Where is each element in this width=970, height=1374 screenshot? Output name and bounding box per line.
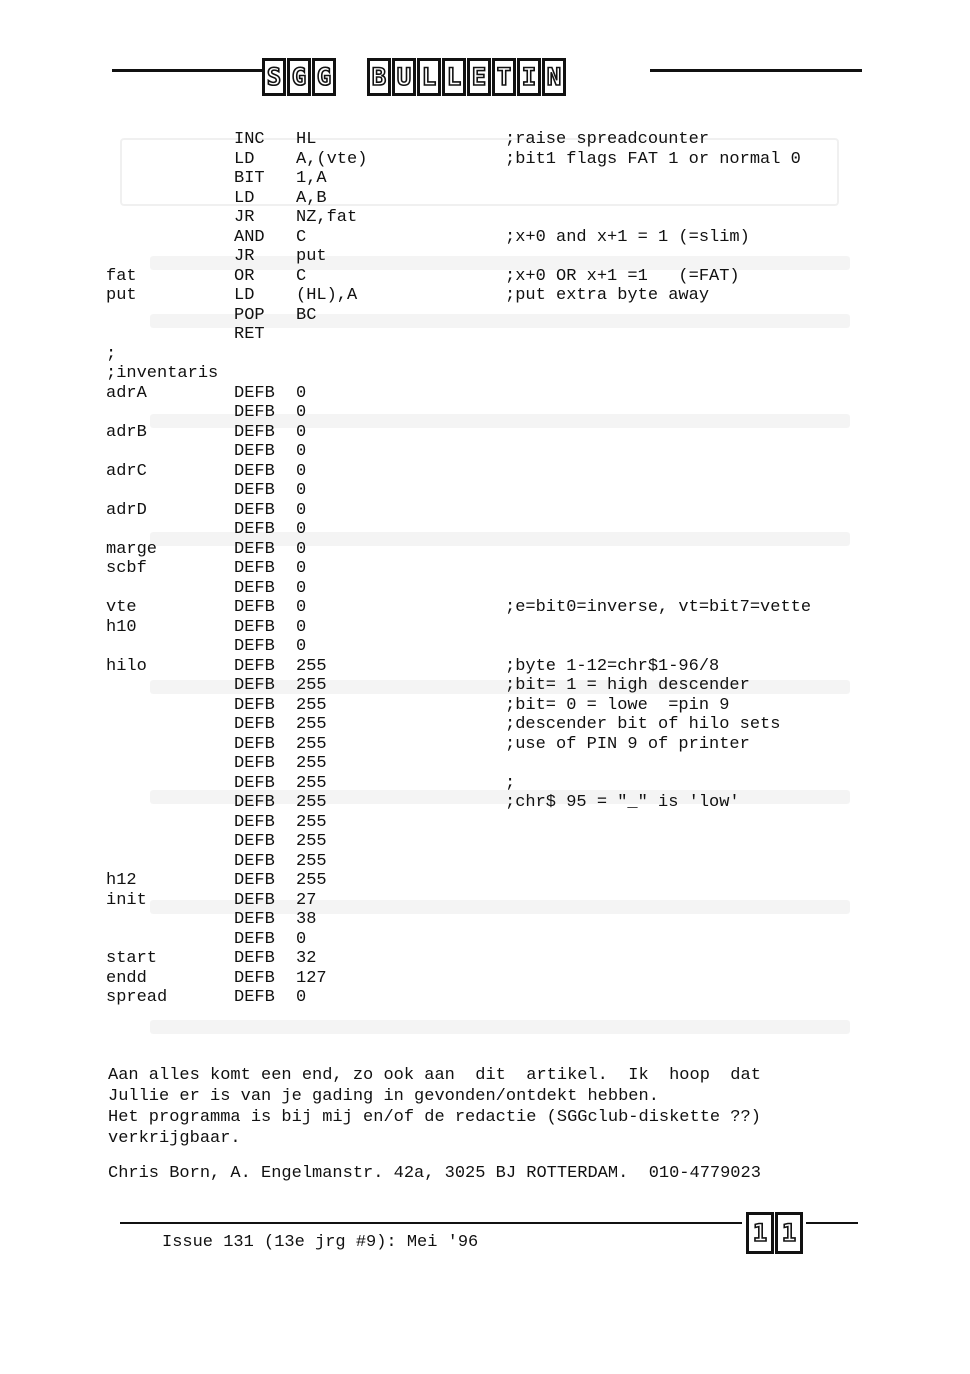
page-number [746, 1212, 804, 1254]
listing-operand: 0 [296, 929, 307, 949]
listing-comment: ;raise spreadcounter [505, 130, 710, 149]
closing-paragraph: Aan alles komt een end, zo ook aan dit artikel. Ik hoop dat Jullie er is van je gading in gevonden/ontdekt hebben. Het programma is bij mij en/of de redactie (SGGclub-diskette ??) verkrijgbaar. [108, 1066, 761, 1148]
listing-operand: 32 [296, 949, 317, 968]
listing-comment: ;bit= 0 = lowe =pin 9 [505, 695, 730, 715]
masthead [262, 58, 567, 96]
listing-opcode: DEFB [234, 637, 275, 656]
listing-operand: 0 [296, 578, 307, 598]
listing-opcode: DEFB [234, 559, 275, 578]
listing-label: spread [106, 988, 168, 1007]
listing-opcode: AND [234, 227, 265, 247]
listing-opcode: RET [234, 325, 265, 344]
listing-label: init [106, 890, 147, 910]
listing-operand: 0 [296, 461, 307, 481]
listing-operand: 255 [296, 773, 327, 793]
listing-operand: 0 [296, 598, 307, 617]
listing-opcode: DEFB [234, 832, 275, 851]
listing-opcode: BIT [234, 169, 265, 188]
listing-opcode: DEFB [234, 715, 275, 734]
listing-operand: BC [296, 305, 317, 325]
masthead-rule-right [650, 69, 862, 72]
listing-operand: 255 [296, 715, 327, 734]
listing-opcode: DEFB [234, 539, 275, 559]
masthead-letter-glyph: I [521, 63, 537, 91]
masthead-letter-1 [392, 58, 416, 96]
listing-operand: 255 [296, 851, 327, 871]
listing-operand: 255 [296, 734, 327, 754]
listing-label: hilo [106, 656, 147, 676]
listing-operand: 255 [296, 871, 327, 890]
listing-opcode: DEFB [234, 461, 275, 481]
listing-label: marge [106, 539, 158, 559]
listing-opcode: DEFB [234, 851, 275, 871]
listing-operand: 0 [296, 383, 307, 403]
listing-opcode: DEFB [234, 598, 275, 617]
show-through-frame [120, 138, 839, 206]
listing-opcode: OR [234, 266, 255, 286]
listing-operand: A,B [296, 188, 327, 208]
listing-opcode: INC [234, 130, 265, 149]
listing-label: adrB [106, 422, 147, 442]
listing-operand: 0 [296, 637, 307, 656]
listing-opcode: POP [234, 305, 265, 325]
listing-opcode: DEFB [234, 793, 275, 812]
listing-opcode: DEFB [234, 812, 275, 832]
issue-line: Issue 131 (13e jrg #9): Mei '96 [162, 1233, 479, 1252]
listing-opcode: DEFB [234, 968, 275, 988]
listing-comment: ;put extra byte away [505, 286, 710, 305]
masthead-letter-glyph: T [496, 63, 512, 91]
listing-operand: C [296, 227, 307, 247]
author-signature: Chris Born, A. Engelmanstr. 42a, 3025 BJ ROTTERDAM. 010-4779023 [108, 1164, 761, 1183]
listing-operand: 0 [296, 442, 307, 461]
listing-opcode: DEFB [234, 988, 275, 1007]
show-through-line [150, 256, 850, 270]
listing-comment: ;e=bit0=inverse, vt=bit7=vette [505, 598, 812, 617]
masthead-letter-1 [287, 58, 311, 96]
listing-operand: 0 [296, 559, 307, 578]
listing-opcode: DEFB [234, 734, 275, 754]
listing-opcode: DEFB [234, 442, 275, 461]
listing-opcode: JR [234, 247, 255, 266]
page-number-digit-1 [775, 1212, 803, 1254]
masthead-letter-glyph: B [371, 63, 387, 91]
listing-label: h10 [106, 617, 137, 637]
listing-opcode: LD [234, 149, 255, 169]
listing-operand: 255 [296, 812, 327, 832]
listing-comment: ;x+0 and x+1 = 1 (=slim) [505, 227, 750, 247]
masthead-letter-5 [492, 58, 516, 96]
listing-operand: 0 [296, 520, 307, 539]
listing-comment: ;descender bit of hilo sets [505, 715, 781, 734]
listing-comment: ;chr$ 95 = "_" is 'low' [505, 793, 740, 812]
masthead-rule-left [112, 69, 262, 72]
listing-comment: ;byte 1-12=chr$1-96/8 [505, 656, 720, 676]
listing-operand: 27 [296, 890, 317, 910]
listing-operand: NZ,fat [296, 208, 358, 227]
masthead-letter-glyph: U [396, 63, 412, 91]
masthead-letter-0 [262, 58, 286, 96]
listing-label: start [106, 949, 158, 968]
masthead-letter-4 [467, 58, 491, 96]
listing-opcode: DEFB [234, 754, 275, 773]
listing-operand: 0 [296, 988, 307, 1007]
page-number-digit-glyph: 1 [781, 1219, 797, 1247]
listing-opcode: DEFB [234, 890, 275, 910]
masthead-letter-0 [367, 58, 391, 96]
footer-rule [120, 1222, 742, 1224]
listing-operand: C [296, 266, 307, 286]
listing-comment: ;bit1 flags FAT 1 or normal 0 [505, 149, 801, 169]
listing-comment: ;use of PIN 9 of printer [505, 734, 750, 754]
listing-opcode: DEFB [234, 871, 275, 890]
listing-operand: 0 [296, 481, 307, 500]
listing-opcode: LD [234, 188, 255, 208]
listing-operand: put [296, 247, 327, 266]
masthead-letter-6 [517, 58, 541, 96]
listing-operand: 0 [296, 539, 307, 559]
masthead-letter-glyph: S [266, 63, 282, 91]
listing-opcode: DEFB [234, 520, 275, 539]
listing-operand: 255 [296, 832, 327, 851]
listing-operand: HL [296, 130, 317, 149]
listing-opcode: DEFB [234, 383, 275, 403]
listing-opcode: JR [234, 208, 255, 227]
listing-opcode: DEFB [234, 656, 275, 676]
masthead-letter-2 [417, 58, 441, 96]
masthead-letter-glyph: L [421, 63, 437, 91]
listing-operand: 255 [296, 676, 327, 695]
listing-label: fat [106, 266, 137, 286]
listing-opcode: LD [234, 286, 255, 305]
listing-label: adrC [106, 461, 147, 481]
listing-operand: 0 [296, 403, 307, 422]
page-number-digit-glyph: 1 [752, 1219, 768, 1247]
listing-opcode: DEFB [234, 617, 275, 637]
listing-label: h12 [106, 871, 137, 890]
listing-opcode: DEFB [234, 676, 275, 695]
listing-operand: A,(vte) [296, 149, 368, 169]
page-number-digit-0 [746, 1212, 774, 1254]
masthead-letter-glyph: N [546, 63, 562, 91]
listing-opcode: DEFB [234, 695, 275, 715]
listing-opcode: DEFB [234, 949, 275, 968]
masthead-letter-glyph: L [446, 63, 462, 91]
listing-operand: 127 [296, 968, 327, 988]
listing-opcode: DEFB [234, 481, 275, 500]
listing-opcode: DEFB [234, 578, 275, 598]
listing-opcode: DEFB [234, 773, 275, 793]
listing-opcode: DEFB [234, 500, 275, 520]
masthead-letter-2 [312, 58, 336, 96]
listing-operand: 38 [296, 910, 317, 929]
listing-label: vte [106, 598, 137, 617]
listing-label: adrD [106, 500, 147, 520]
masthead-letter-3 [442, 58, 466, 96]
listing-operand: 0 [296, 500, 307, 520]
masthead-letter-7 [542, 58, 566, 96]
masthead-word-bulletin [367, 58, 567, 96]
listing-operand: 255 [296, 695, 327, 715]
masthead-letter-glyph: G [291, 63, 307, 91]
listing-operand: 0 [296, 422, 307, 442]
show-through-line [150, 1020, 850, 1034]
listing-opcode: DEFB [234, 910, 275, 929]
listing-comment: ; [505, 773, 516, 793]
listing-label: scbf [106, 559, 147, 578]
listing-operand: 0 [296, 617, 307, 637]
listing-comment: ;x+0 OR x+1 =1 (=FAT) [505, 266, 740, 286]
listing-label: ;inventaris [106, 364, 219, 383]
listing-opcode: DEFB [234, 929, 275, 949]
listing-comment: ;bit= 1 = high descender [505, 676, 750, 695]
listing-opcode: DEFB [234, 422, 275, 442]
listing-operand: 255 [296, 754, 327, 773]
listing-opcode: DEFB [234, 403, 275, 422]
masthead-word-sgg [262, 58, 337, 96]
listing-label: ; [106, 344, 117, 364]
listing-label: endd [106, 968, 147, 988]
listing-operand: 1,A [296, 169, 327, 188]
listing-operand: 255 [296, 793, 327, 812]
listing-label: adrA [106, 383, 147, 403]
listing-operand: 255 [296, 656, 327, 676]
listing-operand: (HL),A [296, 286, 358, 305]
masthead-letter-glyph: E [471, 63, 487, 91]
listing-label: put [106, 286, 137, 305]
footer-rule-right [806, 1222, 858, 1224]
masthead-letter-glyph: G [316, 63, 332, 91]
